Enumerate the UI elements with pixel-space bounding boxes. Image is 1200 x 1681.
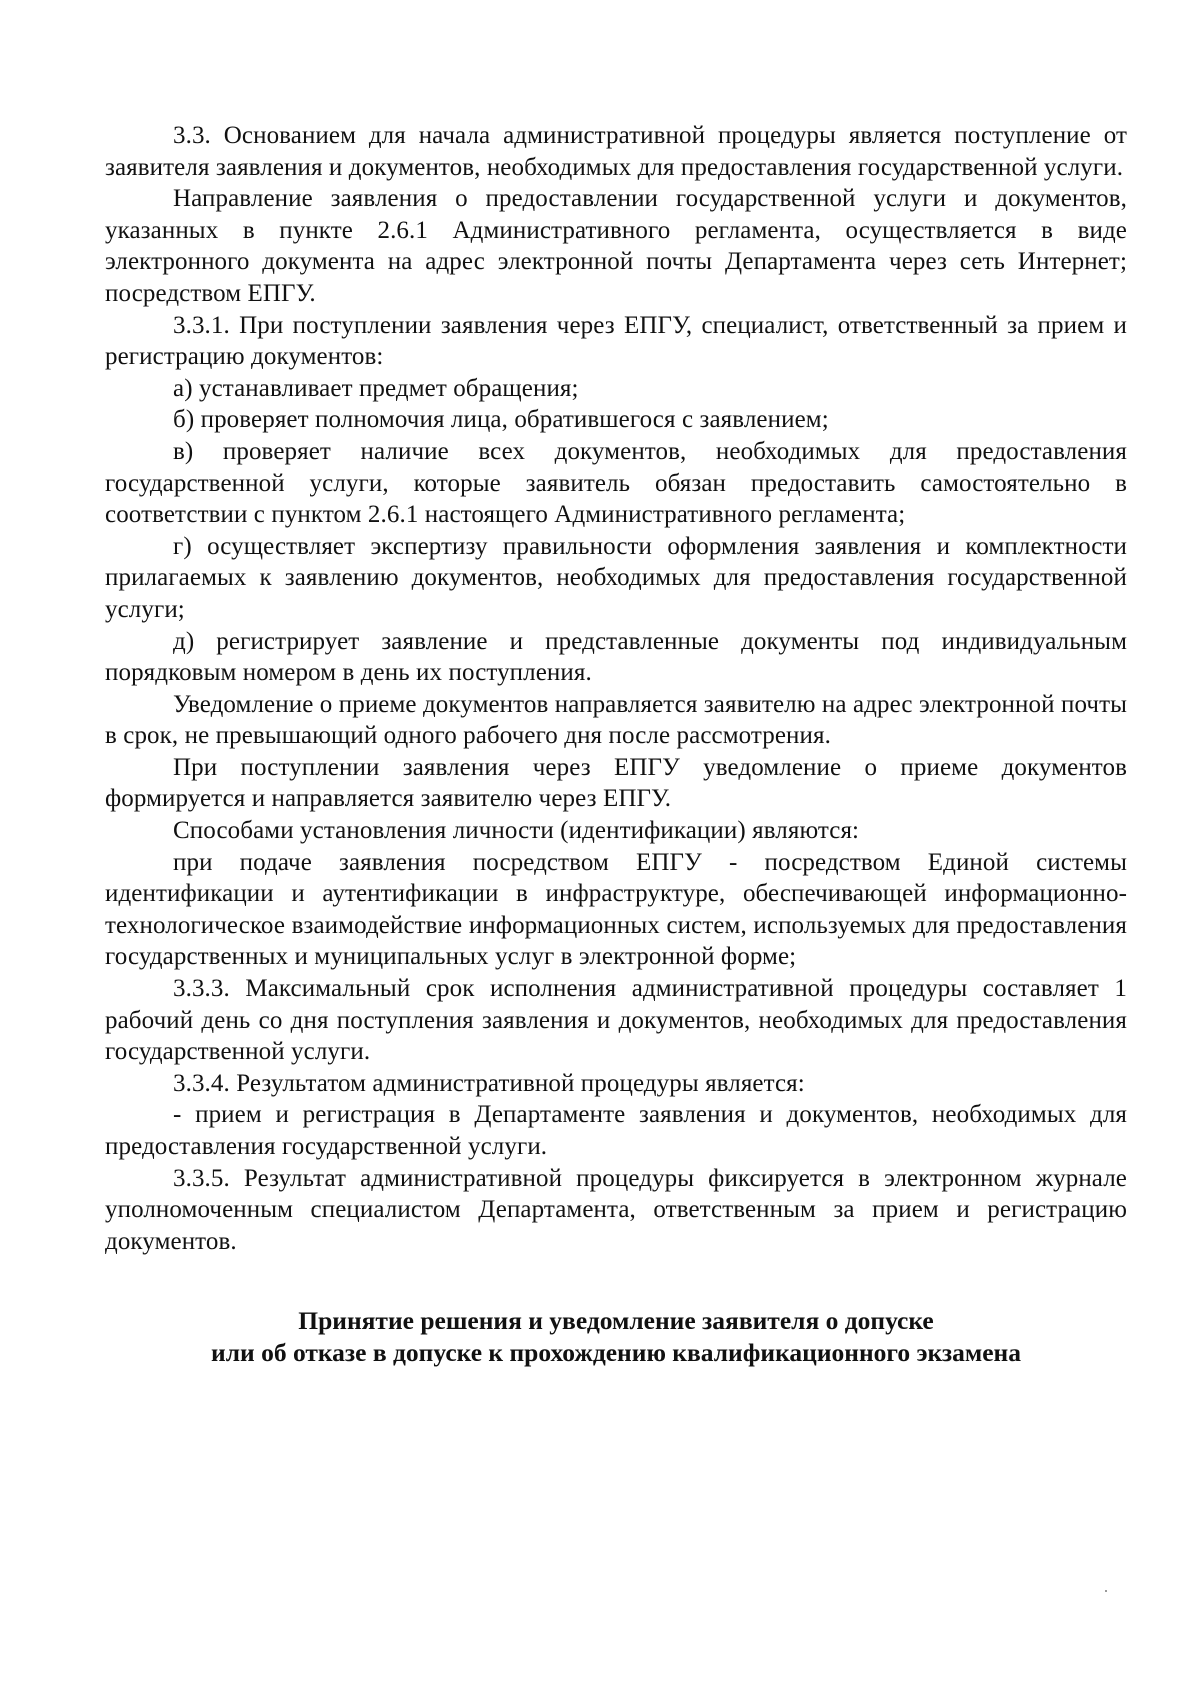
section-heading bbox=[105, 1305, 1127, 1369]
paragraph-result-item: - прием и регистрация в Департаменте заявления и документов, необходимых для предоставления государственной услуги. bbox=[105, 1101, 1127, 1160]
list-item-a: а) устанавливает предмет обращения; bbox=[173, 374, 579, 402]
section-heading-line-1: Принятие решения и уведомление заявителя о допуске bbox=[298, 1306, 934, 1336]
paragraph-3-3-3: 3.3.3. Максимальный срок исполнения административной процедуры составляет 1 рабочий день со дня поступления заявления и документов, необходимых для предоставления государственной услуги. bbox=[105, 975, 1127, 1066]
section-heading-line-2: или об отказе в допуске к прохождению квалификационного экзамена bbox=[211, 1338, 1021, 1368]
list-item-v: в) проверяет наличие всех документов, необходимых для предоставления государственной услуги, которые заявитель обязан предоставить самостоятельно в соответствии с пунктом 2.6.1 настоящего Административного регламента; bbox=[105, 437, 1127, 529]
paragraph-3-3-1: 3.3.1. При поступлении заявления через ЕПГУ, специалист, ответственный за прием и регистрацию документов: bbox=[105, 311, 1127, 371]
paragraph-epgu-notification: При поступлении заявления через ЕПГУ уведомление о приеме документов формируется и направляется заявителю через ЕПГУ. bbox=[105, 753, 1127, 813]
paragraph-3-3-5: 3.3.5. Результат административной процедуры фиксируется в электронном журнале уполномоченным специалистом Департамента, ответственным за прием и регистрацию документов. bbox=[105, 1164, 1127, 1255]
paragraph-identification-methods: Способами установления личности (идентификации) являются: bbox=[173, 817, 860, 845]
list-item-b: б) проверяет полномочия лица, обратившегося с заявлением; bbox=[173, 406, 829, 434]
paragraph-application-submission: Направление заявления о предоставлении государственной услуги и документов, указанных в пункте 2.6.1 Административного регламента, осуществляется в виде электронного документа на адрес электронной почты Департамента через сеть Интернет; посредством ЕПГУ. bbox=[105, 185, 1127, 307]
paragraph-notification: Уведомление о приеме документов направляется заявителю на адрес электронной почты в срок, не превышающий одного рабочего дня после рассмотрения. bbox=[105, 690, 1127, 750]
scan-speck bbox=[1105, 1590, 1107, 1592]
list-item-d: д) регистрирует заявление и представленные документы под индивидуальным порядковым номером в день их поступления. bbox=[105, 627, 1127, 687]
paragraph-3-3: 3.3. Основанием для начала административной процедуры является поступление от заявителя заявления и документов, необходимых для предоставления государственной услуги. bbox=[105, 122, 1127, 181]
paragraph-3-3-4: 3.3.4. Результатом административной процедуры является: bbox=[173, 1069, 805, 1097]
document-page bbox=[105, 120, 1127, 1369]
paragraph-esia: при подаче заявления посредством ЕПГУ - посредством Единой системы идентификации и аутентификации в инфраструктуре, обеспечивающей информационно-технологическое взаимодействие информационных систем, используемых для предоставления государственных и муниципальных услуг в электронной форме; bbox=[105, 848, 1127, 971]
list-item-g: г) осуществляет экспертизу правильности оформления заявления и комплектности прилагаемых к заявлению документов, необходимых для предоставления государственной услуги; bbox=[105, 532, 1127, 623]
